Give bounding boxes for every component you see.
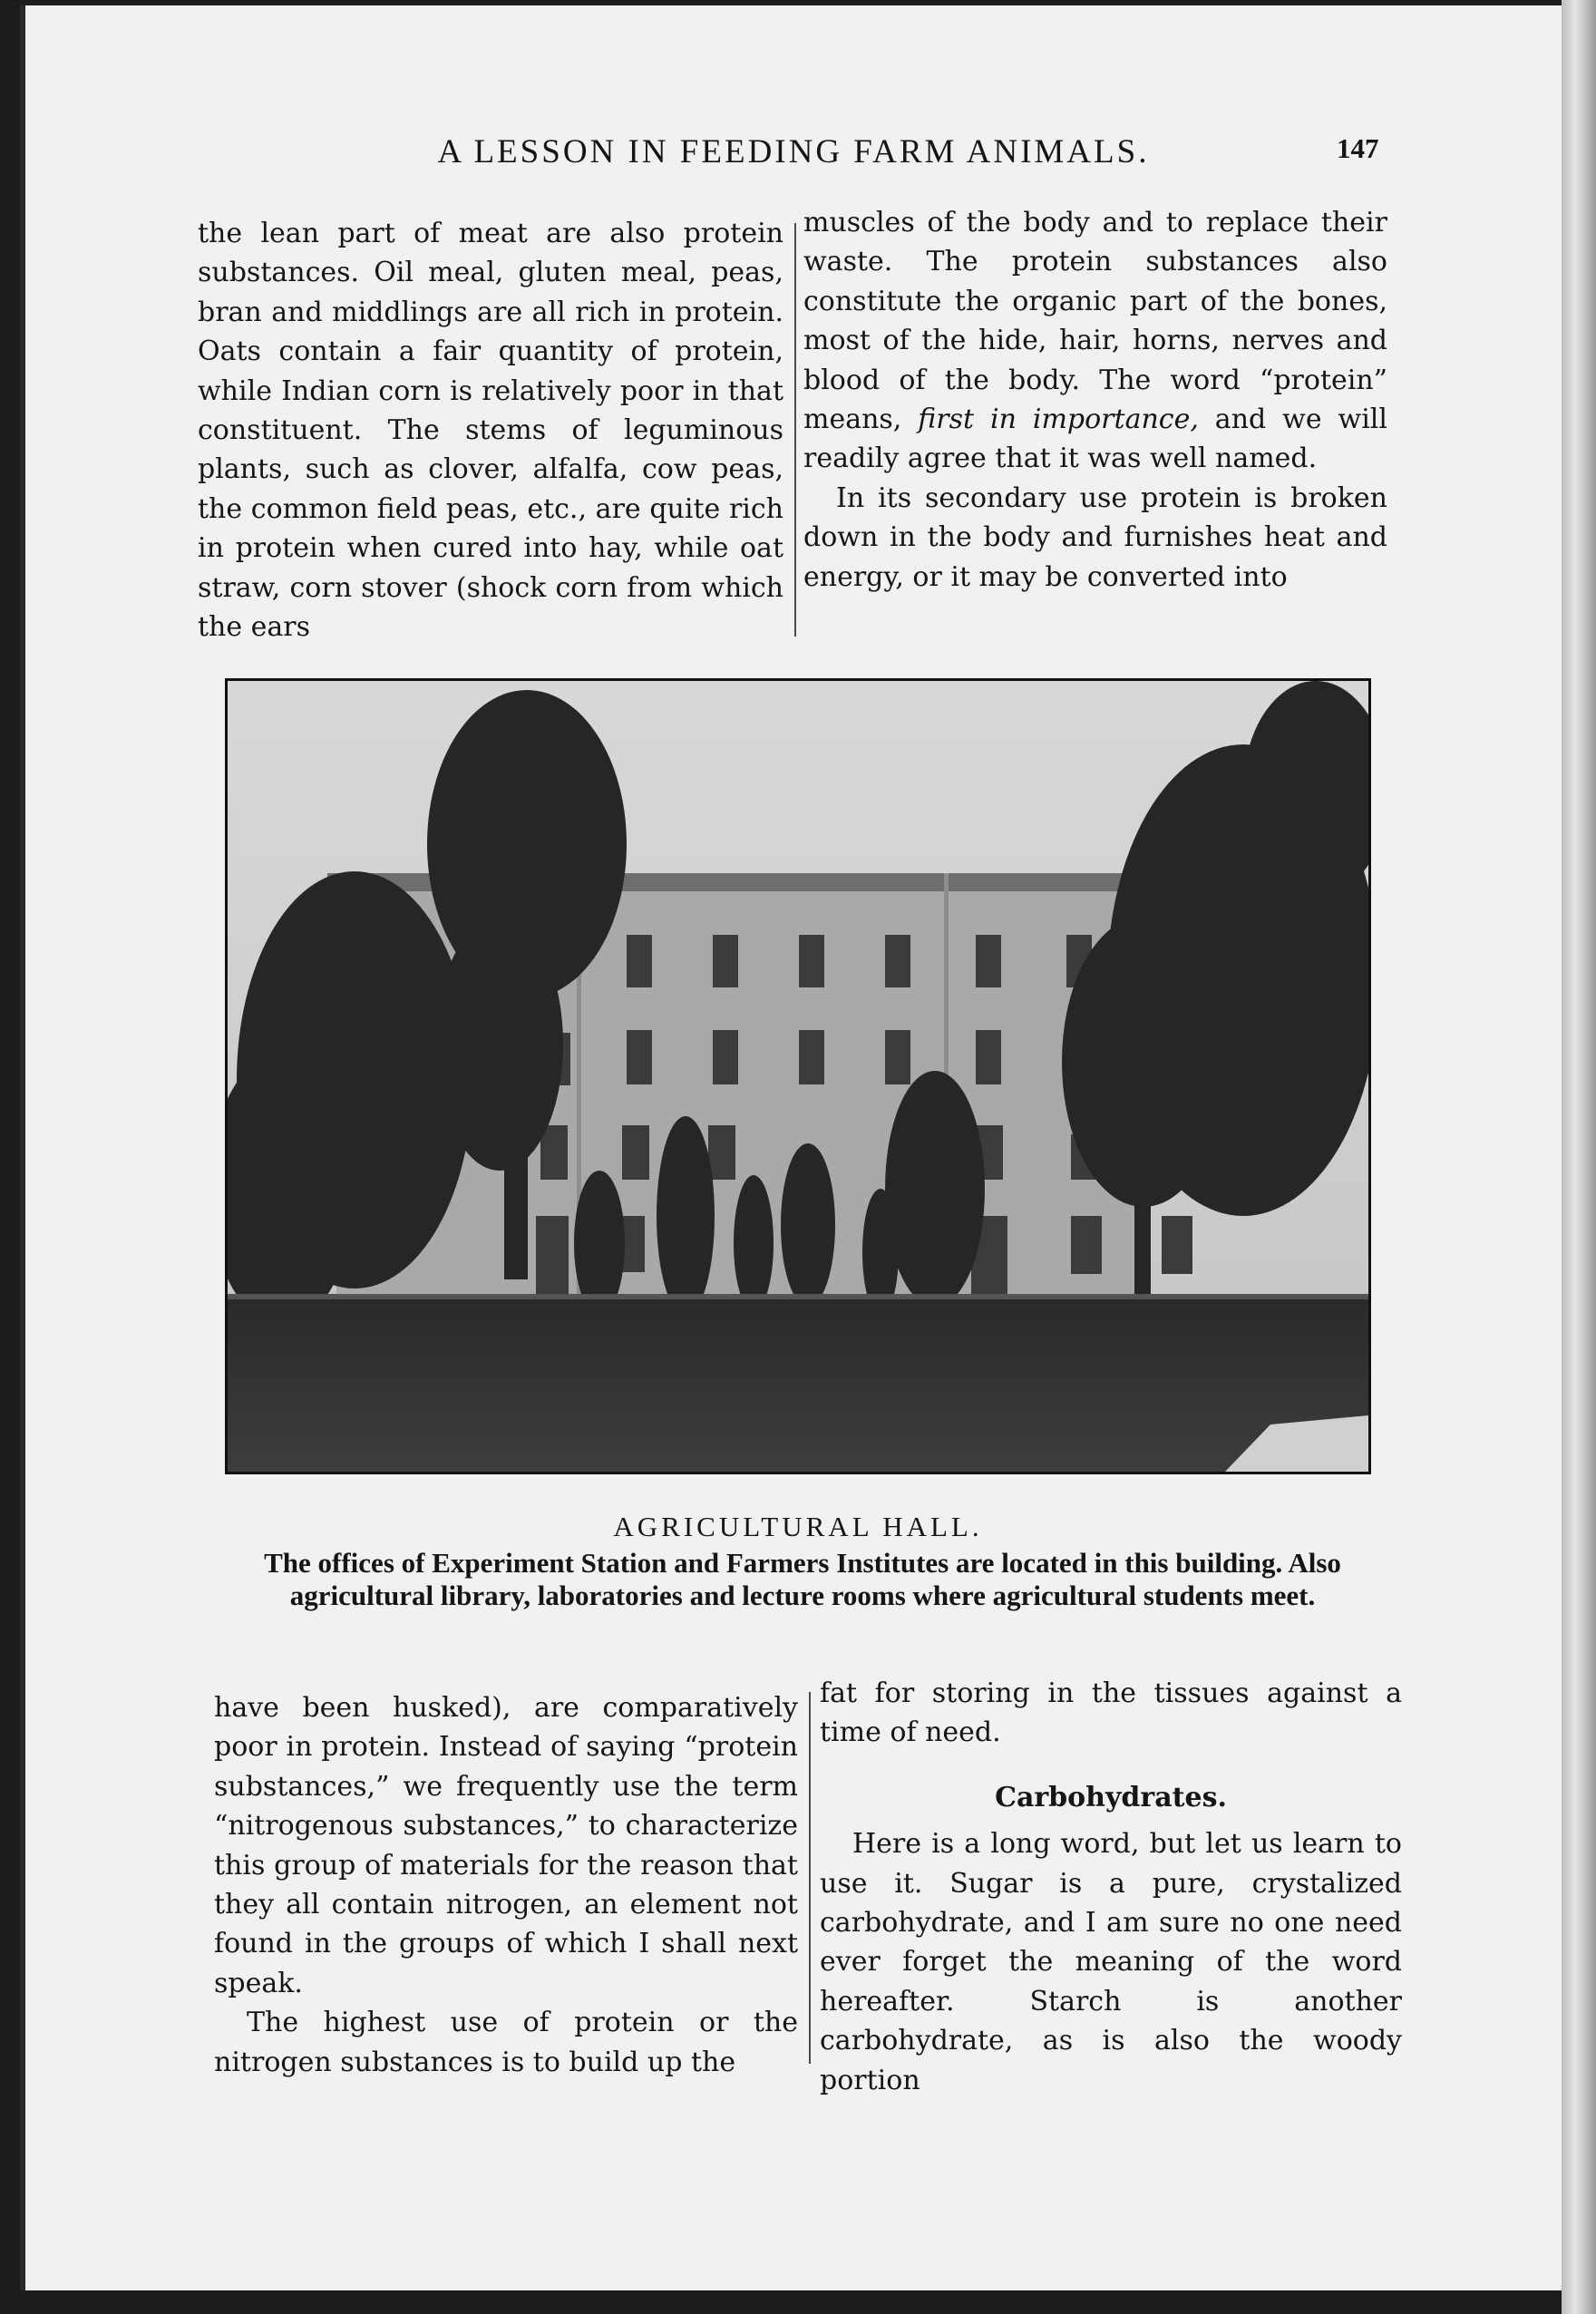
- paragraph: The highest use of protein or the nitrogen substances is to build up the: [214, 2007, 798, 2078]
- page-number: 147: [1337, 132, 1379, 164]
- top-left-column: [198, 214, 783, 647]
- paragraph: fat for storing in the tissues against a time of need.: [820, 1677, 1402, 1749]
- figure-caption: The offices of Experiment Station and Farmers Institutes are located in this building. Also agricultural library, laboratories and lecture rooms where agricultural students meet.: [264, 1547, 1341, 1611]
- figure-title: AGRICULTURAL HALL.: [613, 1511, 983, 1542]
- running-title: A LESSON IN FEEDING FARM ANIMALS.: [437, 133, 1150, 170]
- paragraph: muscles of the body and to replace their waste. The protein substances also constitute the organic part of the bones, most of the hide, hair, horns, nerves and blood of the body. The word “protein” means, first in importance, and we will readily agree that it was well named.: [803, 207, 1387, 475]
- emphasis-text: first in importance,: [918, 403, 1199, 436]
- book-spine: [1562, 0, 1596, 2314]
- column-divider: [809, 1692, 811, 2064]
- bottom-right-column: [820, 1674, 1402, 2100]
- agricultural-hall-photo: [225, 678, 1371, 1474]
- column-divider: [794, 223, 796, 637]
- section-heading: Carbohydrates.: [995, 1781, 1227, 1813]
- paragraph: the lean part of meat are also protein substances. Oil meal, gluten meal, peas, bran and middlings are all rich in protein. Oats contain a fair quantity of protein, while Indian corn is relatively poor in that constituent. The stems of leguminous plants, such as clover, alfalfa, cow peas, the common field peas, etc., are quite rich in protein when cured into hay, while oat straw, corn stover (shock corn from which the ears: [198, 218, 783, 644]
- paragraph: In its secondary use protein is broken down in the body and furnishes heat and energy, or it may be converted into: [803, 481, 1387, 593]
- paragraph: Here is a long word, but let us learn to use it. Sugar is a pure, crystalized carbohydrate, and I am sure no one need ever forget the meaning of the word hereafter. Starch is another carbohydrate, as is also the woody portion: [820, 1828, 1402, 2096]
- top-right-column: [803, 203, 1387, 597]
- paragraph: have been husked), are comparatively poor in protein. Instead of saying “protein substances,” we frequently use the term “nitrogenous substances,” to characterize this group of materials for the reason that they all contain nitrogen, an element not found in the groups of which I shall next speak.: [214, 1692, 798, 1999]
- bottom-left-column: [214, 1688, 798, 2082]
